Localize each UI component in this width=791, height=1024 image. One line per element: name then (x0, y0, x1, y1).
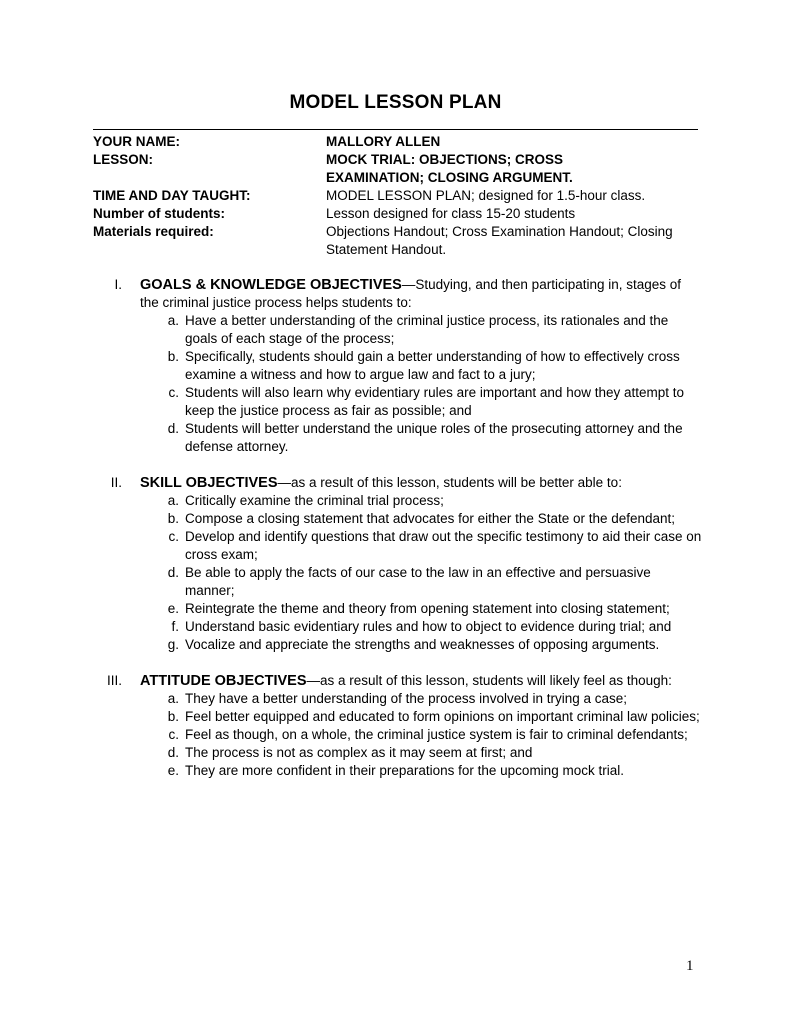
item-letter: f. (171, 619, 179, 634)
list-item (167, 636, 703, 654)
header-value-line: MOCK TRIAL: OBJECTIONS; CROSS (326, 152, 564, 167)
list-item (167, 564, 703, 600)
item-text: Compose a closing statement that advocates for either the State or the defendant; (185, 511, 676, 526)
item-text: They are more confident in their preparations for the upcoming mock trial. (185, 763, 624, 778)
header-value: MODEL LESSON PLAN; designed for 1.5-hour class. (326, 188, 646, 203)
item-text: Be able to apply the facts of our case to the law in an effective and persuasive manner; (185, 565, 651, 598)
objective-list (93, 690, 703, 780)
header-label: LESSON: (93, 152, 154, 167)
item-text: They have a better understanding of the process involved in trying a case; (185, 691, 628, 706)
section-heading (93, 672, 703, 690)
item-letter: a. (167, 313, 179, 328)
header-value: Lesson designed for class 15-20 students (326, 206, 576, 221)
item-letter: d. (167, 421, 179, 436)
header-info (93, 133, 703, 259)
header-label: Number of students: (93, 206, 226, 221)
section-heading (93, 276, 703, 312)
item-letter: a. (167, 691, 179, 706)
item-text: Students will also learn why evidentiary rules are important and how they attempt to keep the justice process as fair as possible; and (185, 385, 685, 418)
header-label: TIME AND DAY TAUGHT: (93, 188, 251, 203)
header-value-line: EXAMINATION; CLOSING ARGUMENT. (326, 170, 573, 185)
item-letter: a. (167, 493, 179, 508)
item-text: Students will better understand the unique roles of the prosecuting attorney and the defense attorney. (185, 421, 683, 454)
header-row-materials (93, 223, 703, 259)
item-letter: b. (167, 349, 179, 364)
objective-list (93, 492, 703, 654)
page-title: MODEL LESSON PLAN (289, 92, 502, 113)
section-number: III. (106, 673, 122, 688)
objectives-sections (93, 276, 703, 798)
list-item (167, 348, 703, 384)
section-title: ATTITUDE OBJECTIVES (140, 673, 307, 689)
item-letter: d. (167, 565, 179, 580)
item-text: Specifically, students should gain a better understanding of how to effectively cross examine a witness and how to argue law and fact to a jury; (185, 349, 680, 382)
item-letter: e. (167, 601, 179, 616)
header-value: MALLORY ALLEN (326, 134, 441, 149)
list-item (168, 528, 703, 564)
list-item (167, 744, 703, 762)
item-text: Feel better equipped and educated to form opinions on important criminal law policies; (185, 709, 700, 724)
section-3 (93, 672, 703, 780)
item-text: Critically examine the criminal trial process; (185, 493, 444, 508)
header-value (326, 151, 703, 187)
section-intro: —Studying, and then participating in, stages of the criminal justice process helps students to: (140, 277, 682, 310)
section-heading (93, 474, 703, 492)
header-row-time (93, 187, 703, 205)
item-text: Feel as though, on a whole, the criminal justice system is fair to criminal defendants; (185, 727, 688, 742)
item-text: Vocalize and appreciate the strengths and weaknesses of opposing arguments. (185, 637, 660, 652)
item-letter: e. (167, 763, 179, 778)
list-item (167, 510, 703, 528)
item-letter: c. (168, 727, 179, 742)
list-item (167, 762, 703, 780)
item-text: Reintegrate the theme and theory from opening statement into closing statement; (185, 601, 670, 616)
item-text: Develop and identify questions that draw out the specific testimony to aid their case on cross exam; (185, 529, 702, 562)
page-number: 1 (686, 958, 694, 974)
list-item (167, 690, 703, 708)
list-item (167, 312, 703, 348)
header-row-lesson (93, 151, 703, 187)
item-text: Have a better understanding of the criminal justice process, its rationales and the goals of each stage of the process; (185, 313, 669, 346)
list-item (167, 492, 703, 510)
item-letter: c. (168, 385, 179, 400)
section-intro: —as a result of this lesson, students will likely feel as though: (306, 673, 672, 688)
list-item (168, 384, 703, 420)
item-text: The process is not as complex as it may seem at first; and (185, 745, 533, 760)
section-title: GOALS & KNOWLEDGE OBJECTIVES (140, 277, 402, 293)
header-row-name (93, 133, 703, 151)
title-divider (93, 129, 698, 130)
item-letter: b. (167, 709, 179, 724)
item-letter: c. (168, 529, 179, 544)
section-intro: —as a result of this lesson, students will be better able to: (277, 475, 622, 490)
header-row-students (93, 205, 703, 223)
list-item (167, 600, 703, 618)
section-1 (93, 276, 703, 456)
item-text: Understand basic evidentiary rules and how to object to evidence during trial; and (185, 619, 672, 634)
item-letter: b. (167, 511, 179, 526)
section-2 (93, 474, 703, 654)
list-item (168, 726, 703, 744)
list-item (171, 618, 703, 636)
list-item (167, 420, 703, 456)
section-number: I. (114, 277, 122, 292)
section-number: II. (110, 475, 122, 490)
header-label: Materials required: (93, 224, 214, 239)
objective-list (93, 312, 703, 456)
section-title: SKILL OBJECTIVES (140, 475, 278, 491)
list-item (167, 708, 703, 726)
header-label: YOUR NAME: (93, 134, 180, 149)
item-letter: d. (167, 745, 179, 760)
item-letter: g. (167, 637, 179, 652)
header-value: Objections Handout; Cross Examination Handout; Closing Statement Handout. (326, 224, 673, 257)
